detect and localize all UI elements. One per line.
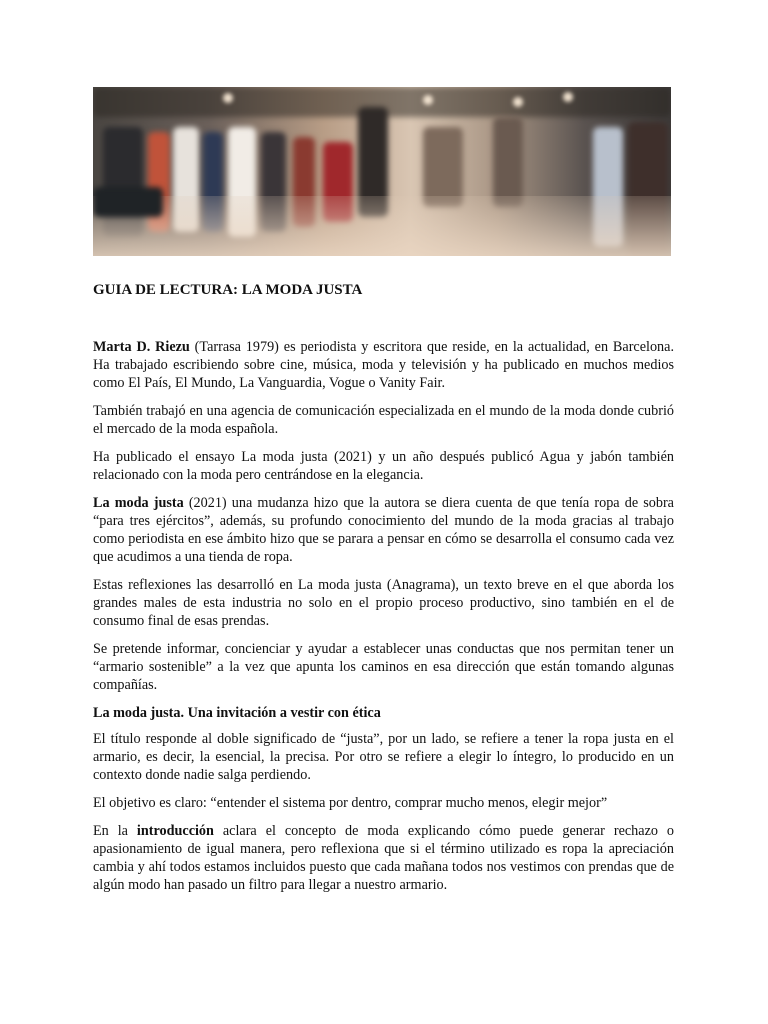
introduction-term: introducción xyxy=(136,823,214,839)
section-subheading: La moda justa. Una invitación a vestir con ética xyxy=(93,705,381,721)
paragraph-publications: Ha publicado el ensayo La moda justa (2021) y un año después publicó Agua y jabón también relacionado con la moda pero centrándose en la elegancia. xyxy=(93,449,674,483)
paragraph-title-meaning: El título responde al doble significado de “justa”, por un lado, se refiere a tener la ropa justa en el armario, es decir, la esencial, la precisa. Por otro se refiere a elegir lo íntegro, lo producido en un contexto donde nadie salga perdiendo. xyxy=(93,731,674,783)
clothing-store-banner-image xyxy=(93,87,671,256)
author-bio-text: (Tarrasa 1979) es periodista y escritora que reside, en la actualidad, en Barcelona. Ha trabajado escribiendo sobre cine, música, moda y televisión y ha publicado en muchos medios como El País, El Mundo, La Vanguardia, Vogue o Vanity Fair. xyxy=(93,339,674,391)
paragraph-reflections: Estas reflexiones las desarrolló en La moda justa (Anagrama), un texto breve en el que aborda los grandes males de esta industria no solo en el propio proceso productivo, sino también en el de consumo final de esas prendas. xyxy=(93,577,674,629)
document-body xyxy=(93,338,674,904)
paragraph-agency: También trabajó en una agencia de comunicación especializada en el mundo de la moda donde cubrió el mercado de la moda española. xyxy=(93,403,674,437)
author-name: Marta D. Riezu xyxy=(93,339,190,355)
book-title: La moda justa xyxy=(93,495,184,511)
intro-text: aclara el concepto de moda explicando cómo puede generar rechazo o apasionamiento de igual manera, pero reflexiona que si el término utilizado es ropa la apreciación cambia y ahí todos estamos incluidos puesto que cada mañana todos nos vestimos con prendas que de algún modo han pasado un filtro para llegar a nuestro armario. xyxy=(93,823,675,893)
paragraph-objective: El objetivo es claro: “entender el sistema por dentro, comprar mucho menos, elegir mejor” xyxy=(93,795,608,811)
intro-pre-text: En la xyxy=(93,823,137,839)
paragraph-purpose: Se pretende informar, concienciar y ayudar a establecer unas conductas que nos permitan tener un “armario sostenible” a la vez que apunta los caminos en esa dirección que están tomando algunas compañías. xyxy=(93,641,674,693)
paragraph-introduction xyxy=(93,822,674,894)
paragraph-author-bio xyxy=(93,338,674,392)
document-title: GUIA DE LECTURA: LA MODA JUSTA xyxy=(93,282,363,298)
paragraph-book-origin xyxy=(93,494,674,566)
book-origin-text: (2021) una mudanza hizo que la autora se diera cuenta de que tenía ropa de sobra “para tres ejércitos”, además, su profundo conocimiento del mundo de la moda gracias al trabajo como periodista en ese ámbito hizo que se parara a pensar en cómo se desarrolla el consumo cada vez que acudimos a una tienda de ropa. xyxy=(93,495,674,565)
